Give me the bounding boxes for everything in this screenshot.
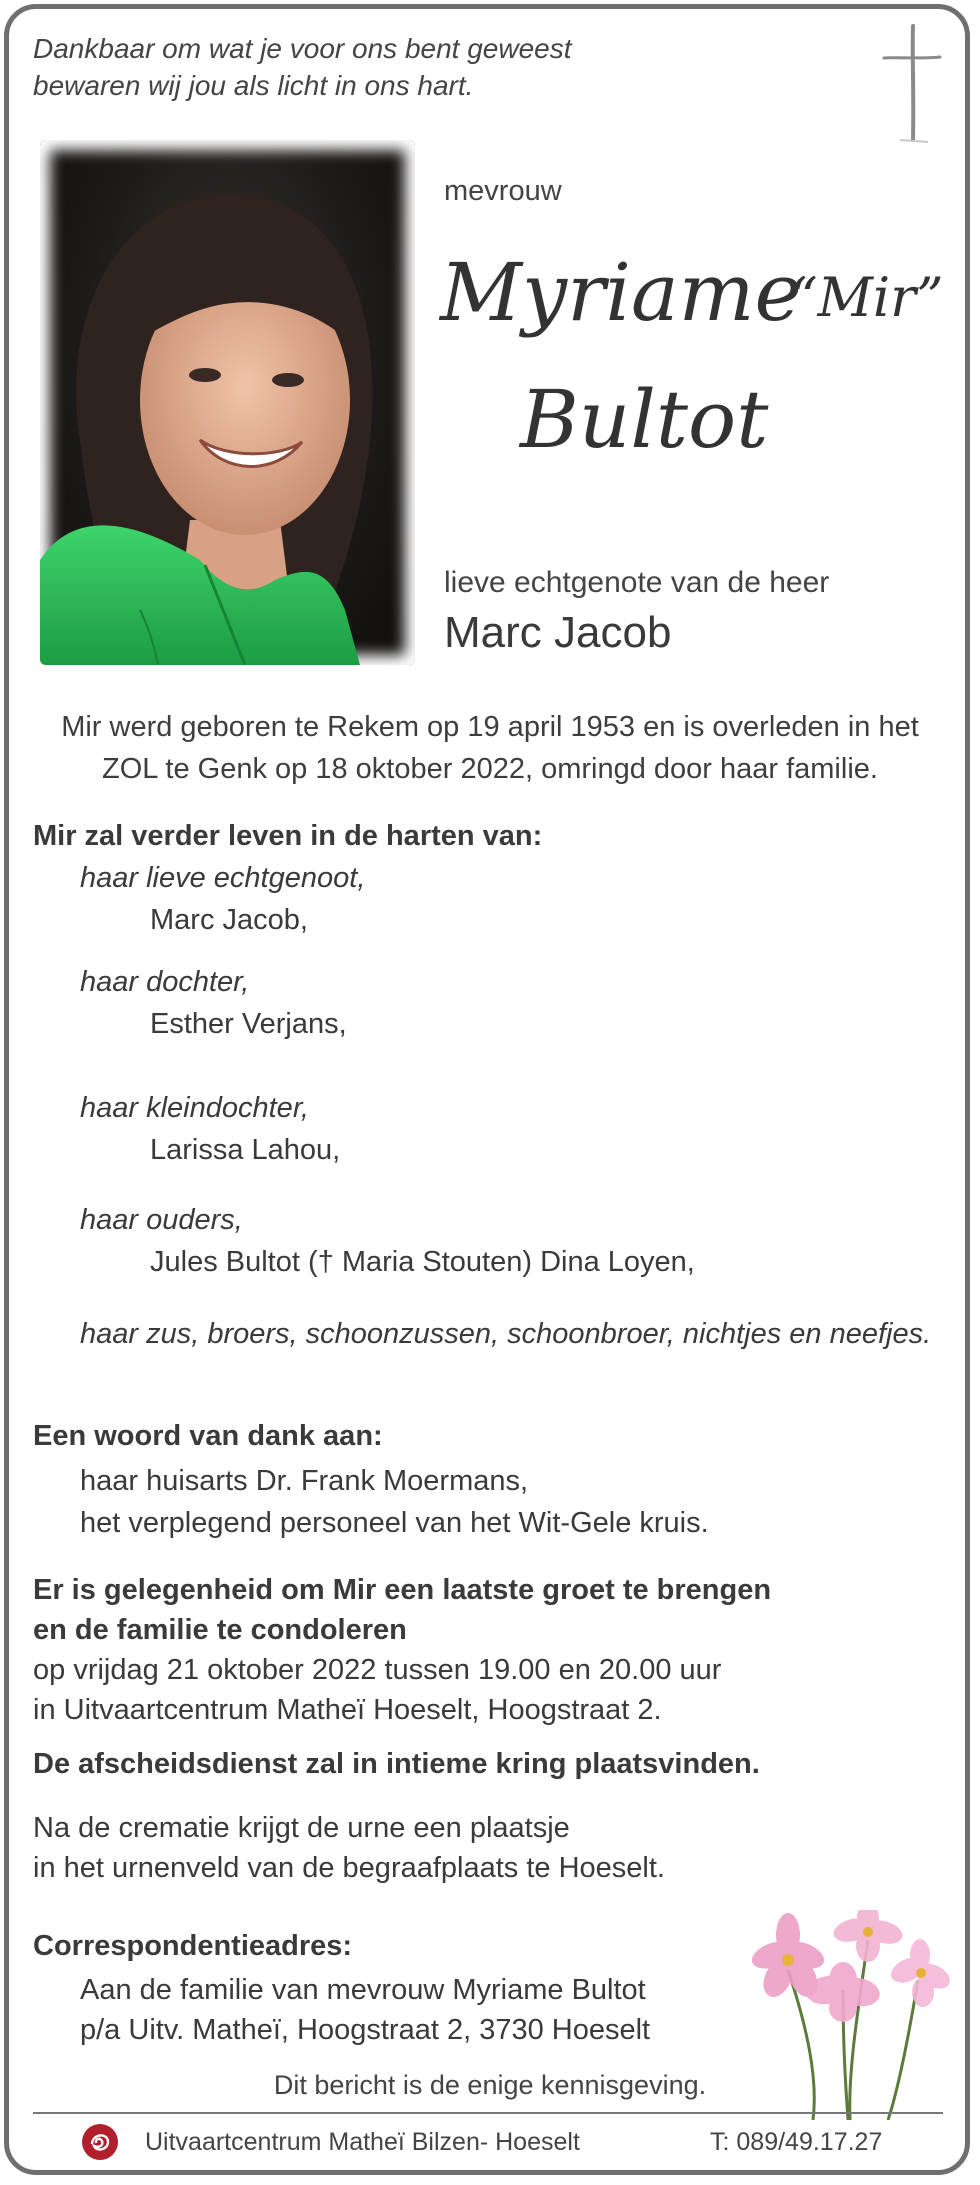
- thanks-line-2: het verplegend personeel van het Wit-Gele kruis.: [80, 1507, 709, 1539]
- intro-paragraph: [20, 706, 960, 790]
- cross-icon: [880, 22, 944, 146]
- correspondence-heading: Correspondentieadres:: [33, 1930, 353, 1962]
- thanks-heading: Een woord van dank aan:: [33, 1420, 383, 1452]
- quote-line-2: bewaren wij jou als licht in ons hart.: [33, 70, 474, 101]
- visitation-heading-1: Er is gelegenheid om Mir een laatste groet te brengen: [33, 1574, 772, 1606]
- spouse-name: Marc Jacob: [444, 608, 672, 657]
- memorial-quote: [33, 30, 572, 104]
- cremation-block: [33, 1808, 665, 1888]
- footer-company: Uitvaartcentrum Matheï Bilzen- Hoeselt: [145, 2128, 580, 2156]
- visitation-block: [33, 1570, 771, 1730]
- correspondence-line-2: p/a Uitv. Matheï, Hoogstraat 2, 3730 Hoeselt: [80, 2014, 651, 2046]
- notice-text: Dit bericht is de enige kennisgeving.: [273, 2070, 707, 2100]
- family-role-3: haar kleindochter,: [80, 1092, 309, 1124]
- correspondence-line-1: Aan de familie van mevrouw Myriame Bultot: [80, 1974, 646, 2006]
- title-label: mevrouw: [444, 175, 562, 207]
- cremation-line-2: in het urnenveld van de begraafplaats te Hoeselt.: [33, 1852, 665, 1884]
- family-role-2: haar dochter,: [80, 966, 250, 998]
- family-names-4: Jules Bultot († Maria Stouten) Dina Loyen,: [150, 1246, 695, 1278]
- portrait-photo: [40, 140, 415, 665]
- nickname: “Mir”: [790, 266, 944, 329]
- family-role-1: haar lieve echtgenoot,: [80, 862, 366, 894]
- visitation-line-1: op vrijdag 21 oktober 2022 tussen 19.00 en 20.00 uur: [33, 1654, 722, 1686]
- visitation-heading-2: en de familie te condoleren: [33, 1614, 407, 1646]
- footer-phone: T: 089/49.17.27: [710, 2128, 883, 2156]
- first-name: Myriame: [440, 246, 802, 339]
- family-heading: Mir zal verder leven in de harten van:: [33, 820, 543, 852]
- last-name: Bultot: [520, 373, 769, 466]
- thanks-list: [80, 1460, 709, 1544]
- cremation-line-1: Na de crematie krijgt de urne een plaatsje: [33, 1812, 570, 1844]
- family-names-3: Larissa Lahou,: [150, 1134, 341, 1166]
- family-extended: haar zus, broers, schoonzussen, schoonbroer, nichtjes en neefjes.: [80, 1318, 932, 1350]
- service-notice: De afscheidsdienst zal in intieme kring plaatsvinden.: [33, 1748, 760, 1780]
- visitation-line-2: in Uitvaartcentrum Matheï Hoeselt, Hoogstraat 2.: [33, 1694, 662, 1726]
- footer-divider: [33, 2112, 943, 2114]
- relation-label: lieve echtgenote van de heer: [444, 566, 830, 599]
- family-names-2: Esther Verjans,: [150, 1008, 347, 1040]
- quote-line-1: Dankbaar om wat je voor ons bent geweest: [33, 33, 572, 64]
- thanks-line-1: haar huisarts Dr. Frank Moermans,: [80, 1465, 529, 1497]
- family-role-4: haar ouders,: [80, 1204, 243, 1236]
- intro-line-1: Mir werd geboren te Rekem op 19 april 1953 en is overleden in het: [61, 711, 919, 743]
- rose-logo-icon: [80, 2122, 120, 2162]
- intro-line-2: ZOL te Genk op 18 oktober 2022, omringd door haar familie.: [102, 753, 878, 785]
- portrait-illustration: [40, 140, 415, 665]
- correspondence-address: [80, 1970, 650, 2050]
- family-names-1: Marc Jacob,: [150, 904, 308, 936]
